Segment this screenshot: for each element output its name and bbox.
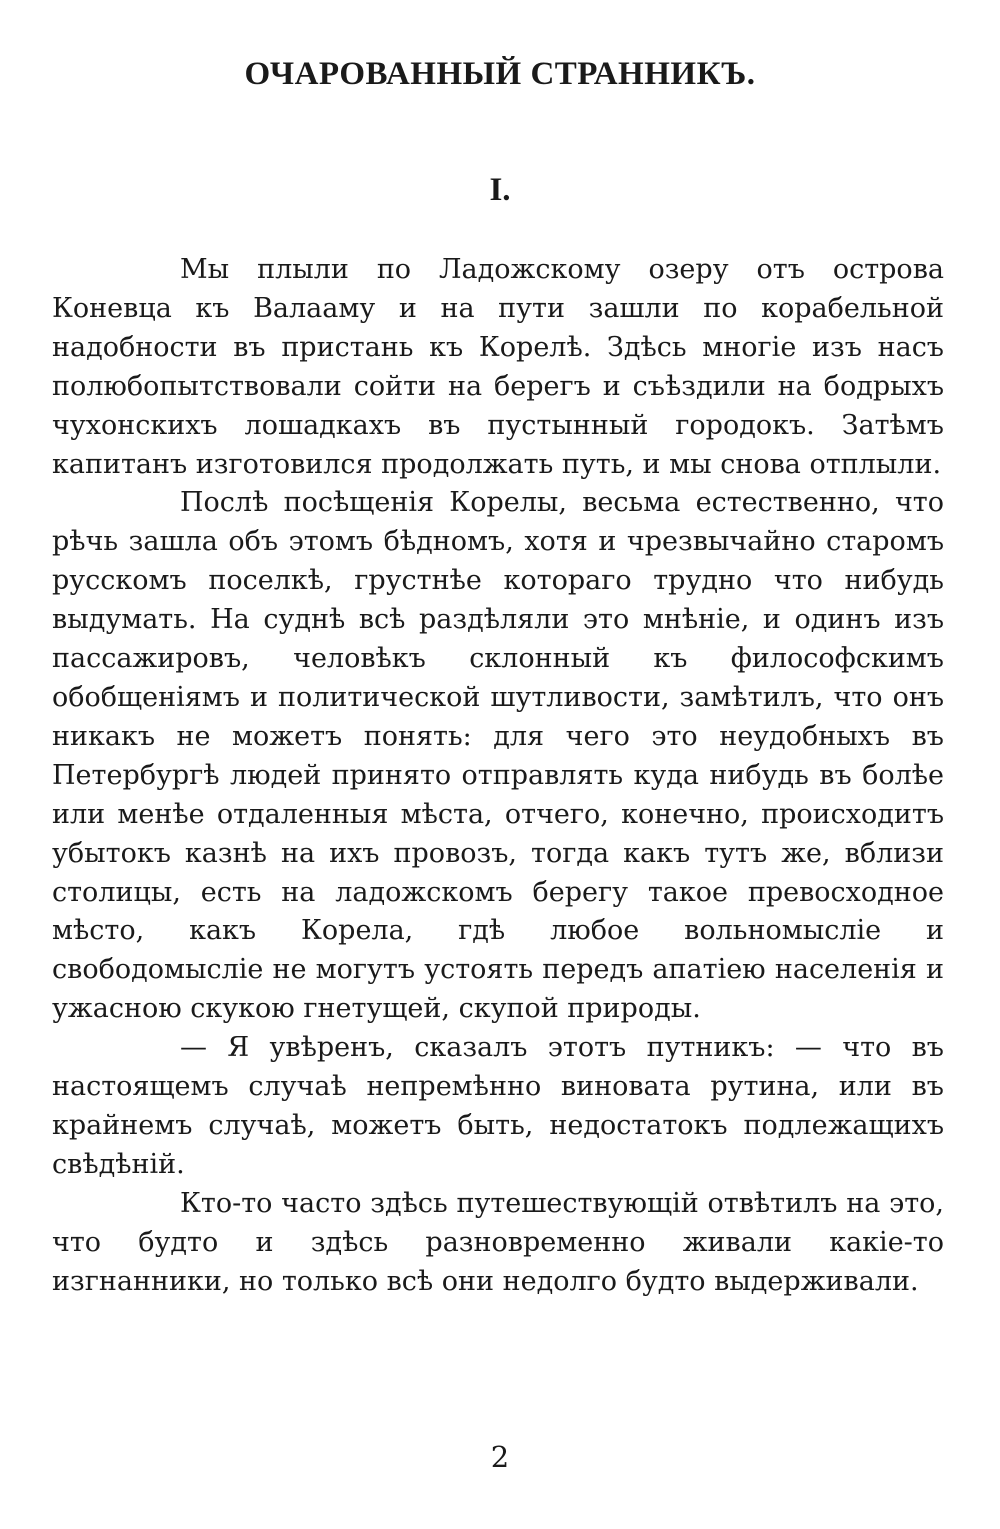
paragraph: Послѣ посѣщенія Корелы, весьма естественно, что рѣчь зашла объ этомъ бѣдномъ, хотя и чрезвычайно старомъ русскомъ поселкѣ, грустнѣе котораго трудно что нибудь выдумать. На суднѣ всѣ раздѣляли это мнѣніе, и одинъ изъ пассажировъ, человѣкъ склонный къ философскимъ обобщеніямъ и политической шутливости, замѣтилъ, что онъ никакъ не можетъ понять: для чего это неудобныхъ въ Петербургѣ людей принято отправлять куда нибудь въ болѣе или менѣе отдаленныя мѣста, отчего, конечно, происходитъ убытокъ казнѣ на ихъ провозъ, тогда какъ тутъ же, вблизи столицы, есть на ладожскомъ берегу такое превосходное мѣсто, какъ Корела, гдѣ любое вольномысліе и свободомысліе не могутъ устоять передъ апатіею населенія и ужасною скукою гнетущей, скупой природы. <box>52 487 944 1025</box>
paragraph: — Я увѣренъ, сказалъ этотъ путникъ: — что въ настоящемъ случаѣ непремѣнно виновата рутина, или въ крайнемъ случаѣ, можетъ быть, недостатокъ подлежащихъ свѣдѣній. <box>52 1032 944 1180</box>
paragraph: Мы плыли по Ладожскому озеру отъ острова Коневца къ Валааму и на пути зашли по корабельной надобности въ пристань къ Корелѣ. Здѣсь многіе изъ насъ полюбопытствовали сойти на берегъ и съѣздили на бодрыхъ чухонскихъ лошадкахъ въ пустынный городокъ. Затѣмъ капитанъ изготовился продолжать путь, и мы снова отплыли. <box>52 254 944 480</box>
page-number: 2 <box>490 1440 510 1474</box>
paragraph: Кто-то часто здѣсь путешествующій отвѣтилъ на это, что будто и здѣсь разновременно живали какіе-то изгнанники, но только всѣ они недолго будто выдерживали. <box>52 1187 944 1297</box>
book-title: ОЧАРОВАННЫЙ СТРАННИКЪ. <box>244 56 756 92</box>
chapter-number: I. <box>489 172 511 208</box>
chapter-body <box>52 251 944 1301</box>
